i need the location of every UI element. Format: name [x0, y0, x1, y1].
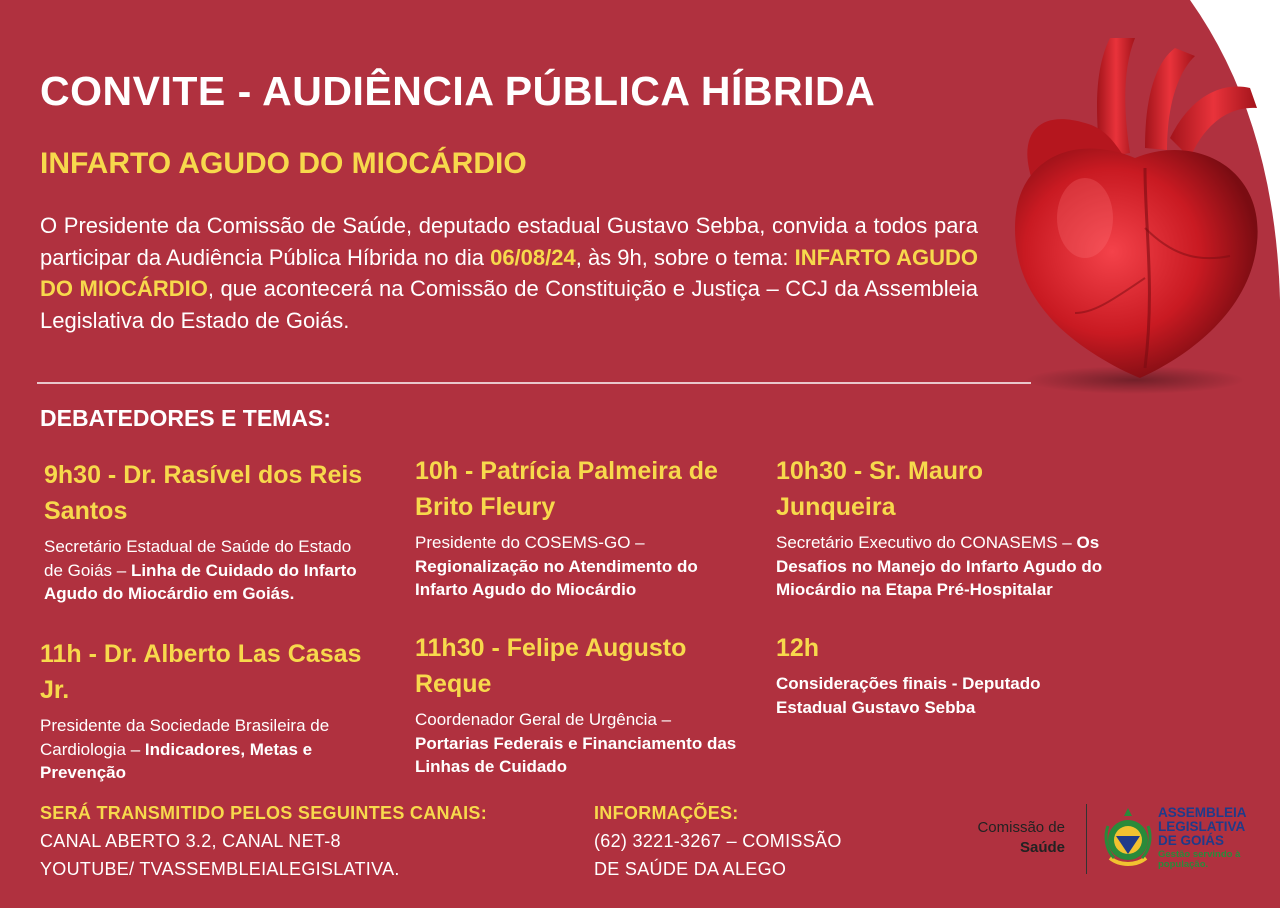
logo-block: [930, 800, 1260, 876]
broadcast-line-1: CANAL ABERTO 3.2, CANAL NET-8: [40, 831, 341, 851]
debater-time-name: 11h30 - Felipe Augusto Reque: [415, 634, 687, 698]
intro-text-2: , às 9h, sobre o tema:: [575, 244, 795, 270]
alego-line-2: LEGISLATIVA: [1158, 819, 1246, 834]
broadcast-line-2: YOUTUBE/ TVASSEMBLEIALEGISLATIVA.: [40, 859, 400, 879]
debater-item: [44, 457, 374, 606]
debater-item: [40, 636, 375, 785]
debater-time-name: 10h - Patrícia Palmeira de Brito Fleury: [415, 457, 718, 521]
debater-role: Presidente da Sociedade Brasileira de Cardiologia –: [40, 716, 330, 759]
debater-role: Secretário Executivo do CONASEMS –: [776, 533, 1077, 552]
info-line-2: DE SAÚDE DA ALEGO: [594, 859, 787, 879]
debater-topic: Portarias Federais e Financiamento das Linhas de Cuidado: [415, 733, 737, 776]
debater-description: [415, 708, 745, 779]
debater-time-name: 11h - Dr. Alberto Las Casas Jr.: [40, 640, 362, 704]
debater-topic: Considerações finais - Deputado Estadual Gustavo Sebba: [776, 674, 1041, 717]
debater-role: Presidente do COSEMS-GO –: [415, 533, 645, 552]
comissao-line-2: Saúde: [1019, 839, 1065, 856]
debater-item: [776, 453, 1106, 602]
debater-role: Secretário Estadual de Saúde do Estado de Goiás –: [44, 537, 352, 580]
alego-tagline: Gestão servindo à população.: [1158, 849, 1241, 870]
debater-item: [776, 630, 1086, 719]
debater-topic: Os Desafios no Manejo do Infarto Agudo do Miocárdio na Etapa Pré-Hospitalar: [776, 533, 1103, 599]
debater-description: [776, 531, 1106, 602]
state-seal-icon: [1102, 806, 1154, 872]
debater-topic: Indicadores, Metas e Prevenção: [40, 739, 313, 782]
alego-line-1: ASSEMBLEIA: [1158, 805, 1247, 820]
alego-line-3: DE GOIÁS: [1158, 833, 1225, 848]
page-title: CONVITE - AUDIÊNCIA PÚBLICA HÍBRIDA: [40, 68, 876, 114]
logo-divider: [1086, 804, 1087, 874]
section-divider: [37, 382, 1031, 384]
debater-time-name: 10h30 - Sr. Mauro Junqueira: [776, 457, 984, 521]
debater-role: Coordenador Geral de Urgência –: [415, 710, 672, 729]
debater-time-name: 9h30 - Dr. Rasível dos Reis Santos: [44, 461, 363, 525]
alego-logo: [1158, 806, 1268, 870]
info-label: INFORMAÇÕES:: [594, 803, 739, 823]
debater-time-name: 12h: [776, 634, 820, 662]
intro-paragraph: [40, 210, 978, 336]
intro-text-3: , que acontecerá na Comissão de Constituição e Justiça – CCJ da Assembleia Legislativa do Estado de Goiás.: [40, 276, 978, 333]
event-date: 06/08/24: [490, 244, 576, 270]
intro-text-1: O Presidente da Comissão de Saúde, deputado estadual Gustavo Sebba, convida a todos para participar da Audiência Pública Híbrida no dia: [40, 213, 978, 270]
comissao-line-1: Comissão de: [977, 819, 1065, 836]
debater-topic: Linha de Cuidado do Infarto Agudo do Miocárdio em Goiás.: [44, 560, 357, 603]
debater-description: [415, 531, 740, 602]
debater-description: [40, 714, 375, 785]
debater-description: [776, 672, 1086, 719]
debater-item: [415, 630, 745, 779]
event-theme: INFARTO AGUDO DO MIOCÁRDIO: [40, 244, 978, 302]
debater-item: [415, 453, 740, 602]
debater-description: [44, 535, 374, 606]
heart-illustration-icon: [995, 28, 1275, 398]
debater-topic: Regionalização no Atendimento do Infarto Agudo do Miocárdio: [415, 556, 698, 599]
event-subtitle: INFARTO AGUDO DO MIOCÁRDIO: [40, 147, 527, 180]
broadcast-label: SERÁ TRANSMITIDO PELOS SEGUINTES CANAIS:: [40, 803, 488, 823]
section-title: DEBATEDORES E TEMAS:: [40, 405, 331, 431]
info-line-1: (62) 3221-3267 – COMISSÃO: [594, 831, 842, 851]
comissao-logo: [930, 818, 1065, 858]
